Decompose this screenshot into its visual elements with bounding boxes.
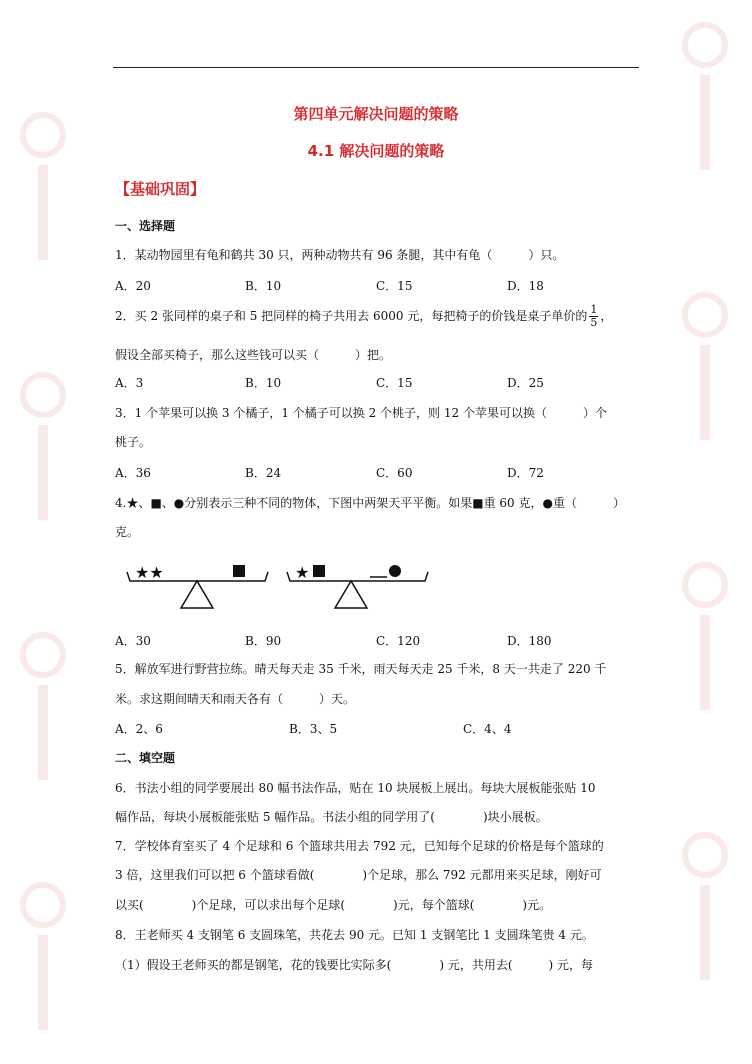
fraction-one-fifth: [589, 304, 598, 329]
question-7-line-3: 以买( )个足球，可以求出每个足球( )元，每个篮球( )元。: [115, 898, 552, 912]
watermark-logo: [680, 830, 730, 990]
question-1: 1．某动物园里有龟和鹤共 30 只，两种动物共有 96 条腿，其中有龟（ ）只。: [115, 248, 565, 262]
question-3-line-2: 桃子。: [115, 435, 152, 449]
watermark-logo: [18, 630, 68, 790]
question-7-line-2: 3 倍，这里我们可以把 6 个篮球看做( )个足球，那么 792 元都用来买足球，刚好可: [115, 868, 602, 882]
watermark-logo: [680, 560, 730, 720]
q4-option-b: B．90: [245, 634, 282, 648]
question-2-line-1: [115, 304, 612, 329]
question-7-line-1: 7．学校体育室买了 4 个足球和 6 个篮球共用去 792 元，已知每个足球的价格是每个篮球的: [115, 839, 604, 853]
q3-option-b: B．24: [245, 466, 282, 480]
q5-option-a: A．2、6: [115, 722, 163, 736]
q2-option-a: A．3: [115, 376, 144, 390]
question-3-line-1: 3．1 个苹果可以换 3 个橘子，1 个橘子可以换 2 个桃子，则 12 个苹果可以换（ ）个: [115, 406, 607, 420]
square-icon: [313, 565, 325, 577]
q5-option-b: B．3、5: [289, 722, 338, 736]
header-rule: [113, 67, 639, 68]
watermark-logo: [18, 110, 68, 270]
q2-option-d: D．25: [507, 376, 544, 390]
question-2-text: 2．买 2 张同样的桌子和 5 把同样的椅子共用去 6000 元，每把椅子的价钱是桌子单价的: [115, 309, 588, 323]
section-tag: 【基础巩固】: [115, 180, 206, 198]
q1-option-a: A．20: [115, 279, 151, 293]
watermark-logo: [18, 370, 68, 530]
question-2-line-2: 假设全部买椅子，那么这些钱可以买（ ）把。: [115, 348, 392, 362]
balance-scales-figure: [125, 560, 435, 620]
question-6-line-1: 6．书法小组的同学要展出 80 幅书法作品，贴在 10 块展板上展出。每块大展板能张贴 10: [115, 781, 596, 795]
question-4-line-2: 克。: [115, 525, 140, 539]
q1-option-d: D．18: [507, 279, 544, 293]
q4-option-d: D．180: [507, 634, 552, 648]
star-icon: ★★: [135, 563, 164, 582]
unit-title: 第四单元解决问题的策略: [293, 105, 459, 123]
q4-option-c: C．120: [376, 634, 421, 648]
question-5-line-1: 5．解放军进行野营拉练。晴天每天走 35 千米，雨天每天走 25 千米，8 天一共走了 220 千: [115, 662, 607, 676]
question-4-line-1: 4.★、■、●分别表示三种不同的物体，下图中两架天平平衡。如果■重 60 克，●重（ ）: [115, 496, 625, 510]
q2-option-b: B．10: [245, 376, 282, 390]
q2-option-c: C．15: [376, 376, 413, 390]
section-heading-fill: 二、填空题: [115, 751, 176, 765]
section-heading-choice: 一、选择题: [115, 219, 176, 233]
q5-option-c: C．4、4: [463, 722, 512, 736]
q1-option-b: B．10: [245, 279, 282, 293]
question-8-line-2: （1）假设王老师买的都是钢笔，花的钱要比实际多( ) 元，共用去( ) 元，每: [115, 958, 593, 972]
q3-option-d: D．72: [507, 466, 544, 480]
q4-option-a: A．30: [115, 634, 151, 648]
fraction-numerator: 1: [590, 303, 598, 316]
q3-option-c: C．60: [376, 466, 413, 480]
circle-icon: [389, 565, 401, 577]
question-8-line-1: 8．王老师买 4 支钢笔 6 支圆珠笔，共花去 90 元。已知 1 支钢笔比 1 支圆珠笔贵 4 元。: [115, 928, 594, 942]
star-icon: ★: [295, 563, 310, 582]
square-icon: [233, 565, 245, 577]
fraction-denominator: 5: [590, 316, 598, 329]
q3-option-a: A．36: [115, 466, 151, 480]
watermark-logo: [18, 880, 68, 1040]
q1-option-c: C．15: [376, 279, 413, 293]
question-6-line-2: 幅作品，每块小展板能张贴 5 幅作品。书法小组的同学用了( )块小展板。: [115, 810, 548, 824]
question-5-line-2: 米。求这期间晴天和雨天各有（ ）天。: [115, 692, 356, 706]
question-2-comma: ，: [600, 309, 613, 323]
lesson-title: 4.1 解决问题的策略: [307, 142, 445, 160]
watermark-logo: [680, 290, 730, 450]
